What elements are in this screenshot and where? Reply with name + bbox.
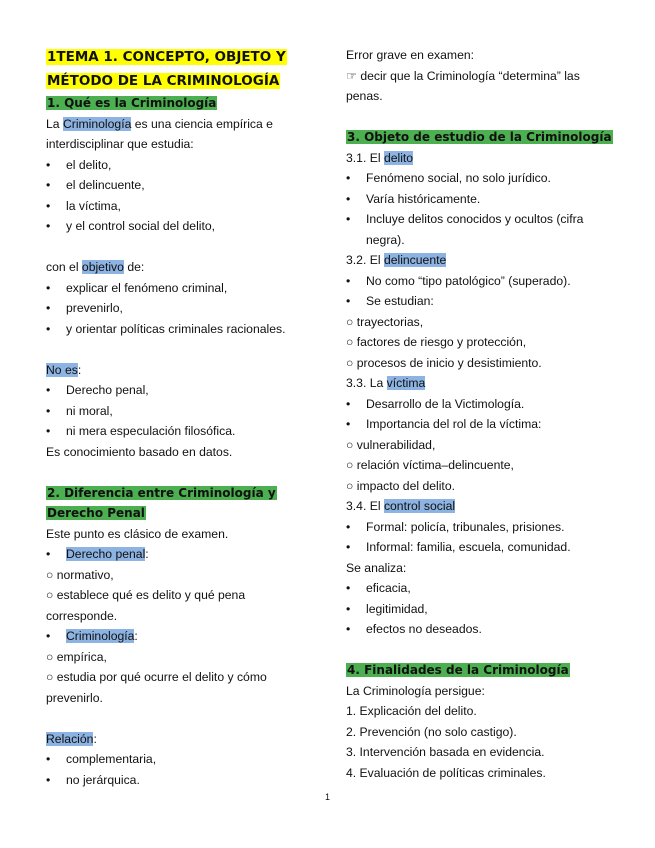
subsection-delincuente: 3.2. El delincuente	[346, 253, 447, 267]
list-item: • y orientar políticas criminales racionales.	[46, 319, 311, 340]
subsection-victima: 3.3. La víctima	[346, 376, 426, 390]
list-item: • Incluye delitos conocidos y ocultos (cifra negra).	[346, 209, 616, 250]
section-2-heading: 2. Diferencia entre Criminología y Derecho Penal	[47, 485, 276, 520]
list-item: • la víctima,	[46, 196, 311, 217]
highlight-criminologia: Criminología	[62, 116, 132, 131]
list-item: • y el control social del delito,	[46, 216, 311, 237]
list-item: ○ impacto del delito.	[346, 478, 455, 493]
criminologia-label: • Criminología:	[46, 626, 311, 647]
list-item: • prevenirlo,	[46, 298, 311, 319]
list-item: ○ normativo,	[46, 567, 114, 582]
list-item: 3. Intervención basada en evidencia.	[346, 745, 545, 759]
list-item: ○ procesos de inicio y desistimiento.	[346, 355, 542, 370]
exam-error-text: ☞ decir que la Criminología “determina” las penas.	[346, 68, 580, 103]
list-item: ○ vulnerabilidad,	[346, 437, 436, 452]
document-title: 1TEMA 1. CONCEPTO, OBJETO Y MÉTODO DE LA CRIMINOLOGÍA	[47, 49, 286, 89]
subsection-delito: 3.1. El delito	[346, 150, 414, 165]
list-item: • efectos no deseados.	[346, 619, 616, 640]
list-item: • No como “tipo patológico” (superado).	[346, 271, 616, 292]
objective-intro: con el objetivo de:	[46, 260, 145, 274]
list-item: • complementaria,	[46, 749, 311, 770]
section-2-intro: Este punto es clásico de examen.	[46, 526, 229, 541]
relacion-label: Relación:	[46, 731, 97, 746]
no-es-label: No es:	[46, 362, 82, 377]
list-item: • el delincuente,	[46, 175, 311, 196]
list-item: • eficacia,	[346, 578, 616, 599]
list-item: • Formal: policía, tribunales, prisiones.	[346, 517, 616, 538]
list-item: ○ factores de riesgo y protección,	[346, 335, 527, 349]
list-item: 4. Evaluación de políticas criminales.	[346, 765, 546, 780]
list-item: • Importancia del rol de la víctima:	[346, 414, 616, 435]
list-item: • no jerárquica.	[46, 770, 311, 791]
left-column	[46, 45, 311, 790]
page-number: 1	[324, 792, 330, 802]
exam-error-title: Error grave en examen:	[346, 48, 475, 62]
list-item: ○ estudia por qué ocurre el delito y cómo prevenirlo.	[46, 670, 267, 705]
section-4-intro: La Criminología persigue:	[346, 683, 485, 698]
derecho-penal-label: • Derecho penal:	[46, 544, 311, 565]
subsection-control-social: 3.4. El control social	[346, 499, 456, 513]
list-item: ○ establece qué es delito y qué pena corresponde.	[46, 588, 246, 623]
list-item: • ni moral,	[46, 401, 311, 422]
section-1-intro: La Criminología es una ciencia empírica e interdisciplinar que estudia:	[46, 116, 273, 151]
section-1-closing: Es conocimiento basado en datos.	[46, 444, 233, 459]
list-item: • Varía históricamente.	[346, 189, 616, 210]
list-item: • legitimidad,	[346, 599, 616, 620]
right-column	[346, 45, 616, 783]
analiza-label: Se analiza:	[346, 560, 407, 575]
list-item: ○ empírica,	[46, 649, 107, 664]
list-item: • Derecho penal,	[46, 380, 311, 401]
section-4-heading: 4. Finalidades de la Criminología	[347, 663, 569, 677]
list-item: • Informal: familia, escuela, comunidad.	[346, 537, 616, 558]
list-item: ○ relación víctima–delincuente,	[346, 458, 514, 472]
list-item: • Fenómeno social, no solo jurídico.	[346, 168, 616, 189]
highlight-objetivo: objetivo	[81, 260, 124, 274]
list-item: 2. Prevención (no solo castigo).	[346, 724, 517, 739]
list-item: 1. Explicación del delito.	[346, 704, 477, 718]
section-1-heading: 1. Qué es la Criminología	[47, 96, 217, 110]
pointing-hand-icon: ☞	[346, 68, 357, 83]
list-item: • Desarrollo de la Victimología.	[346, 394, 616, 415]
list-item: ○ trayectorias,	[346, 314, 424, 329]
list-item: • explicar el fenómeno criminal,	[46, 278, 311, 299]
list-item: • Se estudian:	[346, 291, 616, 312]
section-3-heading: 3. Objeto de estudio de la Criminología	[347, 130, 612, 144]
list-item: • el delito,	[46, 155, 311, 176]
list-item: • ni mera especulación filosófica.	[46, 421, 311, 442]
